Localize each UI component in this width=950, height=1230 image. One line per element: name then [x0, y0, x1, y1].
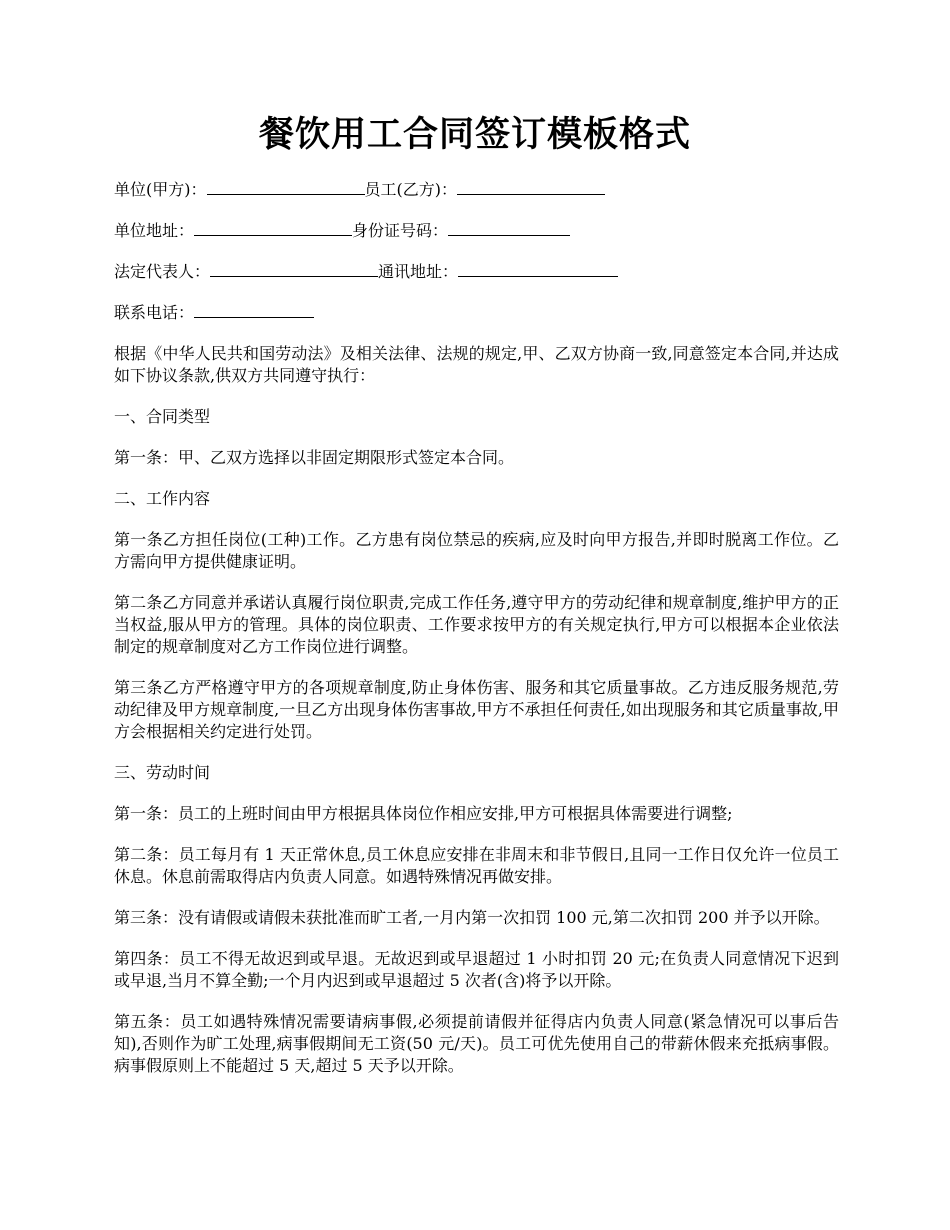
clause-paragraph: 第三条乙方严格遵守甲方的各项规章制度,防止身体伤害、服务和其它质量事故。乙方违反服务规范,劳动纪律及甲方规章制度,一旦乙方出现身体伤害事故,甲方不承担任何责任,如出现服务和其它质量事故,甲方会根据相关约定进行处罚。 [114, 678, 839, 741]
clause-paragraph: 第一条乙方担任岗位(工种)工作。乙方患有岗位禁忌的疾病,应及时向甲方报告,并即时脱离工作位。乙方需向甲方提供健康证明。 [114, 530, 839, 571]
phone-label: 联系电话： [114, 303, 195, 322]
contact-address-blank-line [458, 261, 618, 277]
clause-paragraph: 第二条：员工每月有 1 天正常休息,员工休息应安排在非周末和非节假日,且同一工作日仅允许一位员工休息。休息前需取得店内负责人同意。如遇特殊情况再做安排。 [114, 845, 839, 886]
section-heading-working-hours: 三、劳动时间 [114, 763, 211, 782]
preamble-paragraph: 根据《中华人民共和国劳动法》及相关法律、法规的规定,甲、乙双方协商一致,同意签定本合同,并达成如下协议条款,供双方共同遵守执行： [114, 344, 839, 385]
phone-blank-line [194, 302, 314, 318]
clause-paragraph: 第四条：员工不得无故迟到或早退。无故迟到或早退超过 1 小时扣罚 20 元;在负责人同意情况下迟到或早退,当月不算全勤;一个月内迟到或早退超过 5 次者(含)将予以开除。 [114, 949, 839, 990]
field-row-phone [114, 302, 839, 324]
employer-label: 单位(甲方)： [114, 180, 207, 199]
contact-address-label: 通讯地址： [378, 262, 459, 281]
section-heading-work-content: 二、工作内容 [114, 489, 211, 508]
employee-label: 员工(乙方)： [364, 180, 457, 199]
employee-blank-line [457, 179, 605, 195]
document-title: 餐饮用工合同签订模板格式 [258, 114, 691, 155]
id-label: 身份证号码： [352, 221, 449, 240]
clause-paragraph: 第五条：员工如遇特殊情况需要请病事假,必须提前请假并征得店内负责人同意(紧急情况可以事后告知),否则作为旷工处理,病事假期间无工资(50 元/天)。员工可优先使用自己的带薪休假来充抵病事假。病事假原则上不能超过 5 天,超过 5 天予以开除。 [114, 1012, 839, 1075]
field-row-legal-rep [114, 261, 839, 283]
address-label: 单位地址： [114, 221, 195, 240]
document-body [114, 179, 839, 1096]
field-row-address [114, 220, 839, 242]
clause-paragraph: 第二条乙方同意并承诺认真履行岗位职责,完成工作任务,遵守甲方的劳动纪律和规章制度,维护甲方的正当权益,服从甲方的管理。具体的岗位职责、工作要求按甲方的有关规定执行,甲方可以根据本企业依法制定的规章制度对乙方工作岗位进行调整。 [114, 593, 839, 656]
section-heading-contract-type: 一、合同类型 [114, 407, 211, 426]
address-blank-line [194, 220, 352, 236]
clause-paragraph: 第三条：没有请假或请假未获批准而旷工者,一月内第一次扣罚 100 元,第二次扣罚 200 并予以开除。 [114, 908, 830, 927]
employer-blank-line [207, 179, 365, 195]
legal-rep-blank-line [210, 261, 378, 277]
id-blank-line [448, 220, 570, 236]
legal-rep-label: 法定代表人： [114, 262, 211, 281]
clause-paragraph: 第一条：甲、乙双方选择以非固定期限形式签定本合同。 [114, 448, 515, 467]
field-row-employer [114, 179, 839, 201]
clause-paragraph: 第一条：员工的上班时间由甲方根据具体岗位作相应安排,甲方可根据具体需要进行调整; [114, 804, 733, 823]
